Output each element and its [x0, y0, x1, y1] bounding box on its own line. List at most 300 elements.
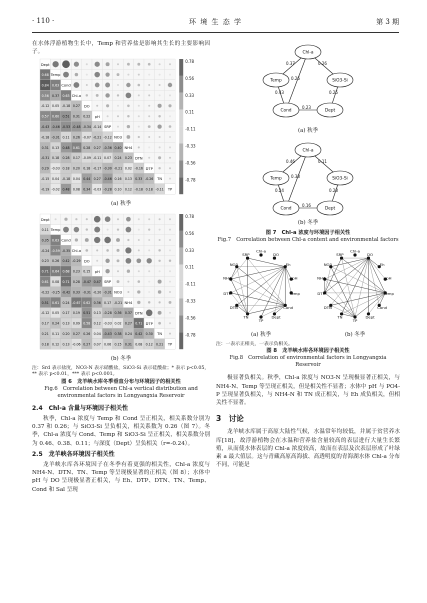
heatA-circle: [169, 147, 171, 149]
net8b-node-label: NH4: [317, 276, 326, 282]
net8b-node-label: Cond: [377, 305, 388, 311]
net8b-node-label: Eh: [379, 262, 385, 268]
heatA-diag-label: DTP: [145, 167, 153, 172]
net8b-node-label: DO: [367, 252, 374, 258]
heatB-cell-value: 0.27: [72, 331, 80, 336]
heatB-circle: [126, 216, 131, 221]
net7a-edge-weight: 0.43: [275, 90, 284, 95]
heatB-cell-value: 0.42: [62, 258, 70, 263]
net8a-edge: [231, 267, 285, 293]
heatB-cell-value: 0.11: [52, 331, 60, 336]
heatA-cell-value: -0.31: [51, 135, 60, 140]
heatB-cell-value: 0.51: [41, 300, 49, 305]
heatB-circle: [127, 280, 129, 282]
heatA-circle: [52, 61, 58, 67]
left-column: [32, 40, 210, 495]
heatB-cell-value: 0.61: [52, 300, 60, 305]
heatA-circle: [169, 116, 171, 118]
heatA-circle: [105, 83, 110, 88]
net7b-node-label: Temp: [270, 176, 282, 182]
net8b-node-label: pH: [386, 276, 392, 282]
figure-8-note: 注：一表示正相关，一表示负相关。: [216, 341, 293, 347]
heatB-circle: [169, 218, 171, 220]
heatB-cell-value: 0.30: [145, 331, 153, 336]
heatA-diag-label: NO3: [114, 136, 122, 141]
heatA-cell-value: 0.04: [52, 177, 60, 182]
heatB-diag-label: TN: [157, 331, 163, 336]
heatA-cell-value: 0.57: [41, 115, 49, 120]
right-column: [216, 40, 400, 470]
heatA-scale-label: 0.11: [185, 110, 195, 116]
heatB-cell-value: 0.38: [114, 331, 122, 336]
heatA-diag-label: NH4: [124, 146, 133, 151]
heatB-cell-value: 0.68: [62, 269, 70, 274]
heatA-circle: [127, 63, 130, 66]
heatB-cell-value: 0.27: [83, 342, 91, 347]
heatB-cell-value: -0.47: [82, 279, 91, 284]
heatA-circle: [138, 126, 140, 128]
heatA-cell-value: -0.26: [145, 177, 154, 182]
section-2-4-paragraph: 秋季，Chl-a 浓度与 Temp 和 Cond 呈正相关，相关系数分别为 0.37 和 0.26；与 SiO3-Si 呈负相关，相关系数为 0.26（图 7）。冬季，Chl-a 浓度与 Cond、Temp 和 SiO3-Si 呈正相关，相关系数分别为 0.46、0.38、0.11；与深度（Dept）呈负相关（r=-0.24）。: [32, 416, 210, 447]
network-fig8a-svg: [216, 248, 306, 326]
net7a-node-label: SiO3-Si: [332, 78, 348, 84]
heatA-cell-value: 0.84: [41, 83, 49, 88]
heatB-diag-label: DO: [83, 259, 90, 264]
heatA-cell-value: -0.31: [41, 156, 50, 161]
heatA-circle: [148, 105, 150, 107]
heatB-cell-value: 0.58: [83, 321, 91, 326]
heatA-circle: [158, 115, 160, 117]
heatmap-autumn: [38, 57, 210, 199]
heatA-diag-label: DTN: [134, 156, 143, 161]
heatA-circle: [126, 93, 132, 99]
heatA-cell-value: 0.68: [41, 73, 49, 78]
heatB-circle: [96, 259, 98, 261]
heatA-circle: [168, 105, 171, 108]
net8b-node-label: Chl-a: [350, 249, 360, 255]
heatB-circle: [137, 290, 140, 293]
heatB-circle: [159, 218, 161, 220]
heatA-circle: [86, 74, 88, 76]
heatA-circle: [127, 125, 130, 128]
net8b-node-label: SRP: [336, 252, 344, 258]
heatA-cell-value: 0.02: [124, 167, 132, 172]
heatB-cell-value: 0.17: [104, 300, 112, 305]
heatA-circle: [86, 95, 88, 97]
heatB-circle: [169, 249, 171, 251]
heatB-cell-value: 0.21: [156, 342, 164, 347]
heatB-cell-value: 0.23: [41, 258, 49, 263]
heatB-diag-label: SRP: [104, 279, 112, 284]
figure-8-caption: [216, 348, 400, 369]
net7b-edge-weight: 0.38: [291, 174, 300, 180]
net8a-node-label: TN: [243, 315, 249, 321]
issue-number: 第 3 期: [376, 18, 399, 26]
heatA-diag-label: Chl-a: [71, 94, 82, 99]
heatA-circle: [96, 94, 99, 97]
heatA-circle: [169, 157, 171, 159]
heatA-circle: [169, 95, 171, 97]
heatB-cell-value: -0.35: [61, 248, 71, 253]
heatA-circle: [159, 95, 161, 97]
net7b-edge-weight: 0.16: [302, 203, 311, 209]
heatB-cell-value: 0.12: [93, 321, 101, 326]
heatB-cell-value: -0.06: [72, 342, 81, 347]
heatB-circle: [159, 239, 161, 241]
heatB-diag-label: DTP: [145, 321, 153, 326]
heatB-cell-value: 0.09: [72, 321, 80, 326]
heatB-cell-value: -0.24: [41, 248, 50, 253]
heatB-cell-value: 0.24: [124, 331, 132, 336]
heatA-cell-value: 0.31: [72, 115, 80, 120]
heatB-scale-label: -0.56: [185, 315, 196, 321]
heatA-circle: [159, 147, 161, 149]
heatB-circle: [105, 216, 111, 222]
heatB-circle: [169, 228, 171, 230]
heatB-cell-value: 0.17: [41, 321, 49, 326]
net7b-edge-weight: 0.28: [329, 188, 338, 194]
heatB-cell-value: 0.15: [114, 342, 122, 347]
net8a-node-label: Dept: [271, 315, 281, 321]
heatB-cell-value: 0.24: [62, 300, 70, 305]
heatB-cell-value: -0.03: [103, 321, 112, 326]
heatB-circle: [75, 218, 77, 220]
heatA-circle: [127, 74, 129, 76]
heatB-circle: [158, 321, 161, 324]
heatB-cell-value: 0.13: [93, 310, 101, 315]
heatB-diag-label: DTN: [134, 311, 143, 316]
heatmap-winter-label: (b) 冬季: [110, 355, 132, 362]
net7b-node-label: SiO3-Si: [332, 176, 348, 182]
heatB-circle: [117, 228, 119, 230]
heatB-circle: [169, 311, 171, 313]
figure-6-caption-cn: 图 6 龙羊峡水库冬季垂直分布与环境因子的相关性: [61, 378, 181, 385]
heatA-circle: [107, 116, 109, 118]
heatB-diag-label: NH4: [124, 300, 133, 305]
fig7a-label: (a) 秋季: [298, 128, 318, 134]
heatB-cell-value: -0.22: [41, 290, 50, 295]
heatA-cell-value: -0.21: [93, 135, 102, 140]
heatB-cell-value: 0.12: [52, 342, 60, 347]
net7a-node-label: Temp: [270, 78, 282, 84]
heatA-cell-value: 0.28: [83, 146, 91, 151]
heatA-circle: [148, 116, 150, 118]
net8b-edge: [331, 267, 355, 317]
heatB-circle: [86, 218, 88, 220]
heatA-cell-value: -0.02: [51, 187, 60, 192]
heatA-circle: [138, 105, 140, 107]
heatB-cell-value: -0.43: [103, 331, 112, 336]
heatB-circle: [169, 301, 172, 304]
heatB-diag-label: pH: [94, 269, 100, 274]
heatA-circle: [117, 105, 119, 107]
heatA-cell-value: 0.11: [62, 135, 70, 140]
heatA-cell-value: -0.09: [82, 156, 91, 161]
heatB-scale-swatch: [179, 231, 183, 248]
heatA-diag-label: Temp: [50, 73, 61, 78]
heatA-circle: [169, 126, 172, 129]
heatB-circle: [169, 239, 171, 241]
net8a-node-label: NH4: [223, 276, 232, 282]
heatB-circle: [86, 228, 88, 230]
heatB-circle: [105, 269, 109, 273]
heatA-diag-label: TN: [157, 177, 163, 182]
network-fig7a-svg: [216, 40, 400, 126]
heatB-circle: [158, 310, 162, 314]
figure-6-caption-en: Fig.6 Correlation between Chl-a vertical distribution and environmental factors in Longyangxia Reservoir: [44, 385, 198, 399]
net7b-edge-weight: 0.11: [318, 159, 327, 165]
heatA-circle: [137, 63, 140, 66]
heatB-circle: [94, 226, 100, 232]
heatA-cell-value: -0.11: [155, 187, 164, 192]
heatA-circle: [148, 63, 151, 66]
section-3-paragraph: 龙羊峡水库属于高原大陆性气候，水温常年均较低，并属于贫营养水库[18]，故浮游植物会在水温和营养盐含量较高的表层进行大量生长繁殖，从而使水体表层的 Chl-a 浓度较高，故而在表层及次表层形成了叶绿素 a 最大值层。这与青藏高原高海拔、高透明度的青海湖水体 Chl-a 分布不同，可能是: [216, 429, 400, 469]
heatA-circle: [148, 84, 150, 86]
heatB-diag-label: Temp: [50, 227, 61, 232]
heatA-circle: [148, 136, 150, 138]
heatB-cell-value: 0.05: [52, 310, 60, 315]
heatA-circle: [117, 126, 119, 128]
net8a-node-label: DTP: [223, 291, 231, 297]
heatA-cell-value: 0.20: [72, 167, 80, 172]
heatB-cell-value: -0.25: [51, 290, 60, 295]
heatB-cell-value: 0.36: [93, 300, 101, 305]
heatB-cell-value: 0.06: [104, 342, 112, 347]
heatA-cell-value: 0.12: [124, 187, 132, 192]
heatB-cell-value: 0.19: [72, 310, 80, 315]
heatB-circle: [169, 291, 171, 293]
net8b-node-label: TN: [337, 315, 343, 321]
heatA-circle: [105, 73, 109, 77]
heatB-circle: [126, 258, 132, 264]
heatA-cell-value: -0.30: [103, 167, 112, 172]
heatA-cell-value: 0.18: [62, 167, 70, 172]
heatA-circle: [138, 84, 141, 87]
heatA-scale-label: -0.11: [185, 127, 196, 133]
net8a-node-label: Cond: [283, 305, 294, 311]
heatB-cell-value: 0.61: [41, 279, 49, 284]
heatB-circle: [107, 228, 109, 230]
heatB-cell-value: 0.17: [62, 310, 70, 315]
fig8b-label: (b) 冬季: [344, 331, 366, 338]
heatA-scale-swatch: [179, 161, 183, 178]
heatA-circle: [138, 74, 140, 76]
heatB-circle: [96, 249, 98, 251]
heatB-circle: [147, 258, 152, 263]
heatB-circle: [169, 280, 171, 282]
heatA-circle: [117, 74, 120, 77]
heatA-circle: [159, 74, 161, 76]
heatA-cell-value: -0.53: [61, 125, 71, 130]
heatB-scale-label: 0.33: [185, 247, 195, 253]
heatB-circle: [94, 236, 100, 242]
heatB-circle: [169, 332, 171, 334]
heatB-circle: [127, 269, 130, 272]
heatB-cell-value: 0.15: [83, 269, 91, 274]
heatB-cell-value: 0.35: [41, 238, 49, 243]
heatA-diag-label: Cond: [61, 84, 71, 89]
heatA-scale-swatch: [179, 144, 183, 161]
heatA-scale-swatch: [179, 178, 183, 195]
heatB-cell-value: 0.26: [52, 258, 60, 263]
heatA-cell-value: 0.18: [145, 187, 153, 192]
heatB-cell-value: 0.07: [93, 342, 101, 347]
heatB-cell-value: 0.02: [114, 321, 122, 326]
heatA-circle: [148, 95, 150, 97]
heatA-cell-value: -0.46: [51, 125, 60, 130]
heatA-cell-value: 0.27: [93, 146, 101, 151]
heatB-scale-label: 0.11: [185, 264, 195, 270]
net7b-node-label: Dept: [324, 206, 336, 212]
heatA-circle: [117, 95, 119, 97]
heatA-diag-label: TP: [167, 188, 173, 193]
net7a-edge-weight: 0.37: [286, 61, 295, 66]
heatB-cell-value: 0.28: [72, 279, 80, 284]
net8b-node-label: Temp: [383, 291, 394, 297]
heatB-circle: [126, 226, 132, 232]
heatA-cell-value: 0.13: [52, 146, 60, 151]
heatA-cell-value: -0.03: [51, 167, 60, 172]
heatA-circle: [168, 83, 172, 87]
heatA-scale-swatch: [179, 76, 183, 93]
heatA-scale-label: -0.78: [185, 177, 196, 183]
section-2-4-heading: 2.4 Chl-a 含量与环境因子相关性: [32, 404, 128, 412]
net8a-node-label: SRP: [242, 252, 250, 258]
heatA-cell-value: -0.18: [61, 104, 71, 109]
heatB-circle: [125, 247, 131, 253]
heatB-scale-swatch: [179, 214, 183, 231]
heatA-circle: [86, 64, 88, 66]
heatB-cell-value: -0.31: [82, 290, 91, 295]
heatB-circle: [74, 226, 79, 231]
heatA-cell-value: -0.43: [41, 125, 50, 130]
heatB-cell-value: 0.71: [62, 279, 70, 284]
heatB-cell-value: 0.18: [41, 342, 49, 347]
heatB-cell-value: 0.31: [124, 342, 132, 347]
heatA-circle: [95, 83, 100, 88]
heatB-cell-value: 0.47: [93, 279, 101, 284]
heatB-circle: [169, 322, 171, 324]
fig8b-box: [310, 248, 400, 341]
heatB-scale-label: 0.78: [185, 213, 195, 219]
heatmap-autumn-label: (a) 秋季: [111, 201, 131, 208]
net8a-edge: [285, 267, 291, 279]
heatA-cell-value: 0.27: [93, 177, 101, 182]
net7a-edge-weight: 0.25: [329, 90, 338, 95]
heatA-cell-value: 0.40: [114, 146, 122, 151]
heatB-cell-value: 0.37: [124, 310, 132, 315]
heatA-cell-value: 0.08: [72, 187, 80, 192]
heatA-circle: [96, 105, 98, 107]
net8b-node-label: NO3: [323, 262, 332, 268]
heatB-circle: [158, 290, 161, 293]
heatB-circle: [159, 228, 161, 230]
heatmap-autumn-svg: [38, 57, 210, 199]
network-fig8b-svg: [310, 248, 400, 326]
heatA-circle: [158, 104, 162, 108]
heatA-circle: [106, 63, 110, 67]
net8a-node-label: DTN: [229, 305, 238, 311]
heatB-circle: [127, 239, 129, 241]
heatB-cell-value: -0.20: [93, 290, 102, 295]
net7b-node-label: Cond: [280, 206, 292, 212]
figure-8-caption-en: Fig.8 Correlation of environmental factors in Longyangxia Reservoir: [229, 355, 387, 369]
heatA-circle: [117, 64, 119, 66]
net7b-edge-weight: 0.24: [275, 188, 284, 194]
heatA-cell-value: 0.56: [41, 94, 49, 99]
net8a-node-label: Chl-a: [256, 249, 266, 255]
heatA-circle: [169, 168, 171, 170]
heatB-circle: [148, 218, 150, 220]
heatB-cell-value: 0.51: [83, 310, 91, 315]
section-2-5-heading: 2.5 龙羊峡各环境因子相关性: [32, 450, 115, 458]
heatB-circle: [169, 270, 171, 272]
heatA-diag-label: Dept: [40, 63, 50, 68]
heatB-circle: [104, 236, 111, 243]
journal-name: 环 境 生 态 学: [189, 18, 242, 26]
heatA-circle: [169, 64, 171, 66]
heatB-cell-value: 0.13: [62, 342, 70, 347]
heatA-diag-label: pH: [94, 115, 100, 120]
heatB-cell-value: 0.13: [62, 321, 70, 326]
heatA-cell-value: -0.36: [103, 146, 112, 151]
net7b-node-label: Chl-a: [302, 148, 314, 154]
heatA-scale-label: -0.33: [185, 143, 196, 149]
heatB-cell-value: 0.12: [145, 342, 153, 347]
heatA-circle: [169, 74, 171, 76]
net8a-edge: [231, 280, 285, 306]
heatB-circle: [138, 228, 140, 230]
heatA-circle: [74, 62, 79, 67]
heatB-scale-swatch: [179, 332, 183, 349]
heatB-circle: [158, 259, 160, 261]
intro-paragraph: 在水体浮游植物生长中，Temp 和营养盐是影响其生长的主要影响因子。: [32, 41, 210, 56]
heatB-circle: [138, 249, 140, 251]
heatB-cell-value: -0.12: [41, 310, 50, 315]
heatB-scale-swatch: [179, 247, 183, 264]
net8b-edge: [331, 267, 385, 293]
heatB-circle: [55, 218, 57, 220]
heatA-cell-value: -0.28: [103, 187, 112, 192]
heatB-circle: [148, 239, 150, 241]
heatA-cell-value: 0.51: [62, 115, 70, 120]
heatB-cell-value: -0.21: [113, 300, 123, 305]
net7a-edge-weight: 0.26: [291, 76, 300, 81]
heatA-circle: [63, 72, 69, 78]
heatB-circle: [169, 259, 171, 261]
heatB-circle: [106, 249, 109, 252]
heatA-cell-value: 0.34: [83, 187, 91, 192]
heatA-circle: [148, 126, 151, 129]
heatB-circle: [105, 258, 109, 262]
heatB-circle: [116, 248, 119, 251]
heatA-circle: [138, 116, 140, 118]
heatB-scale-label: -0.78: [185, 331, 196, 337]
heatB-cell-value: -0.29: [72, 258, 81, 263]
heatA-scale-swatch: [179, 93, 183, 110]
heatB-cell-value: 0.71: [135, 321, 143, 326]
fig8-row: [216, 248, 400, 341]
net8b-node-label: Dept: [365, 315, 375, 321]
heatA-diag-label: SRP: [104, 125, 112, 130]
heatB-circle: [75, 238, 78, 241]
heatA-circle: [148, 147, 150, 149]
heatA-circle: [127, 105, 130, 108]
fig8a-box: [216, 248, 306, 341]
heatA-circle: [117, 84, 119, 86]
heatB-cell-value: 0.21: [41, 331, 49, 336]
heatA-cell-value: 0.16: [114, 177, 122, 182]
